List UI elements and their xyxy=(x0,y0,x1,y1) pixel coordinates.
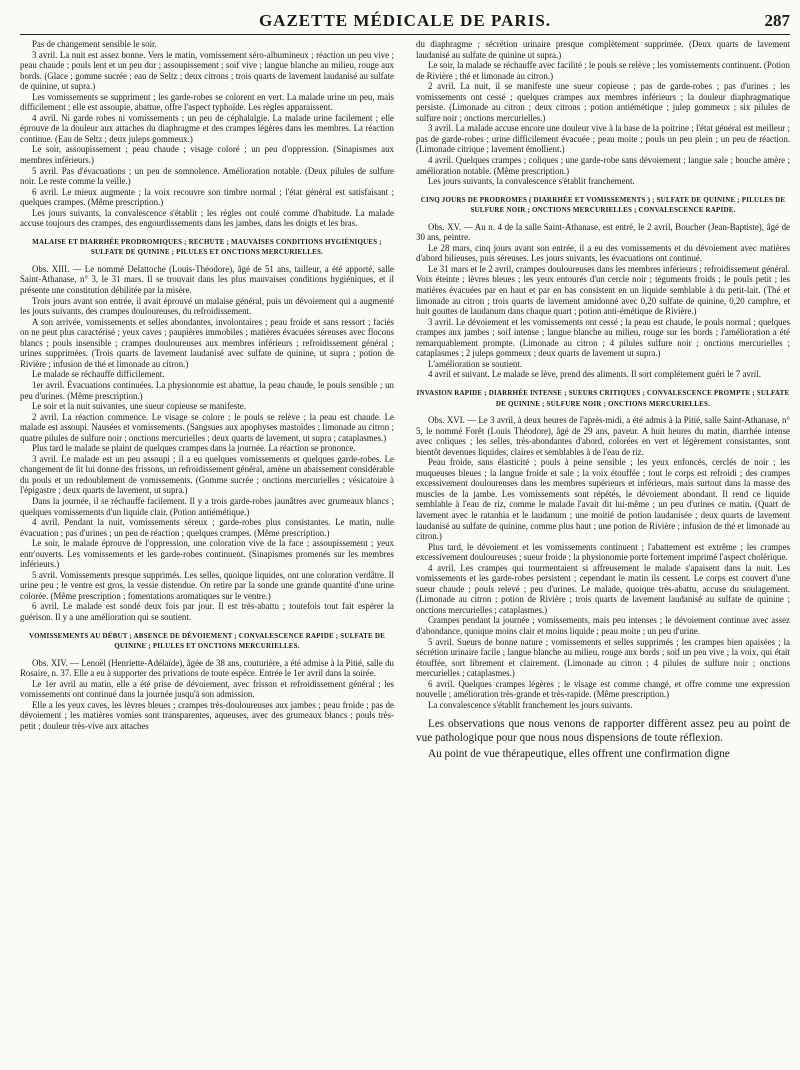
observation-paragraph: Obs. XV. — Au n. 4 de la salle Saint-Athanase, est entré, le 2 avril, Boucher (Jean-Baptiste), âgé de 30 ans, peintre. xyxy=(416,221,790,243)
section-title: INVASION RAPIDE ; DIARRHÉE INTENSE ; SUEURS CRITIQUES ; CONVALESCENCE PROMPTE ; SULFATE DE QUININE ; SULFURE NOIR ; ONCTIONS MERCURIELLES. xyxy=(416,388,790,408)
observation-paragraph: 4 avril. Ni garde robes ni vomissements ; un peu de céphalalgie. La malade urine facilement ; elle éprouve de la douleur aux attaches du diaphragme et des crampes légères dans les membres. La réaction continue. (Eau de Seltz ; deux juleps gommeux.) xyxy=(20,112,394,144)
observation-paragraph: 5 avril. Pas d'évacuations ; un peu de somnolence. Amélioration notable. (Deux pilules de sulfure noir. Le reste comme la veille.) xyxy=(20,165,394,187)
observation-paragraph: 1er avril. Évacuations continuées. La physionomie est abattue, la peau chaude, le pouls sensible ; un peu d'urines. (Même prescription.) xyxy=(20,379,394,401)
observation-paragraph: Pas de changement sensible le soir. xyxy=(32,39,157,49)
observation-paragraph: 3 avril. La malade accuse encore une douleur vive à la base de la poitrine ; l'état général est meilleur ; pas de garde-robes ; urine difficilement évacuée ; peau moite ; pouls un peu plein ; un peu de réaction. (Limonade citrique ; lavement émollient.) xyxy=(416,123,790,155)
observation-paragraph: du diaphragme ; sécrétion urinaire presque complètement supprimée. (Deux quarts de lavement laudanisé au sulfate de quinine ut supra.) xyxy=(416,39,790,60)
observation-paragraph: 2 avril. La nuit, il se manifeste une sueur copieuse ; pas de garde-robes ; pas d'urines ; les vomissements ont cessé ; quelques crampes aux membres inférieurs ; la douleur diaphragmatique persiste. (Limonade au citron ; deux citrons ; potion antiémétique ; julep gommeux ; six pilules de sulfure noir ; onctions mercurielles.) xyxy=(416,81,790,123)
observation-paragraph: Plus tard le malade se plaint de quelques crampes dans la journée. La réaction se prononce. xyxy=(32,443,356,454)
observation-paragraph: 4 avril. Les crampes qui tourmentaient si affreusement le malade s'apaisent dans la nuit. Les vomissements et les garde-robes persistent ; cependant le matin ils cessent. Le corps est couvert d'une sueur chaude ; pouls relevé ; peu d'urines. Le malade, quoique très-abattu, accuse du soulagement. (Limonade au citron ; potion de Rivière ; trois quarts de lavement laudanisé au sulfate de quinine ; onctions mercurielles ; cataplasmes.) xyxy=(416,562,790,615)
observation-paragraph: Obs. XIV. — Lenoël (Henriette-Adélaïde), âgée de 38 ans, couturière, a été admise à la Pitié, salle du Rosaire, n. 37. Elle a eu à supporter des privations de toute espèce. Entrée le 1er avril dans la soirée. xyxy=(20,657,394,679)
observation-paragraph: Le 1er avril au matin, elle a été prise de dévoiement, avec frisson et refroidissement général ; les vomissements ont continué dans la journée jusqu'à son admission. xyxy=(20,678,394,700)
observation-paragraph: Les jours suivants, la convalescence s'établit ; les règles ont coulé comme d'habitude. La malade accuse toujours des crampes, des engourdissements dans les jambes, dans les doigts et les bras. xyxy=(20,207,394,229)
observation-paragraph: 5 avril. Vomissements presque supprimés. Les selles, quoique liquides, ont une coloration verdâtre. Il urine peu ; le ventre est gros, la vessie distendue. On retire par la sonde une grande quantité d'une urine colorée. (Même prescription ; fomentations aromatiques sur le ventre.) xyxy=(20,569,394,601)
observation-paragraph: Le 28 mars, cinq jours avant son entrée, il a eu des vomissements et du dévoiement avec matières d'abord bilieuses, puis séreuses. Les jours suivants, les évacuations ont continué. xyxy=(416,242,790,264)
observation-paragraph: 4 avril. Quelques crampes ; coliques ; une garde-robe sans dévoiement ; langue sale ; bouche amère ; amélioration notable. (Même prescription.) xyxy=(416,155,790,176)
observation-paragraph: 3 avril. La nuit est assez bonne. Vers le matin, vomissement séro-albumineux ; réaction un peu vive ; peau chaude ; pouls lent et un peu dur ; assoupissement ; soif vive ; langue blanche au milieu, rouge aux bords. (Glace ; gomme sucrée ; eau de Seltz ; deux citrons ; trois quarts de lavement laudanisé au sulfate de quinine, ut supra.) xyxy=(20,49,394,92)
observation-paragraph: 5 avril. Sueurs de bonne nature ; vomissements et selles supprimés ; les crampes bien apaisées ; la sécrétion urinaire facile ; langue blanche au milieu, rouge aux bords ; soif un peu vive ; la voix, qui était étouffée, sort librement et clairement. (Limonade au citron ; 4 pilules de sulfure noir ; onctions mercurielles ; cataplasmes.) xyxy=(416,636,790,679)
observation-paragraph: 6 avril. Le malade est sondé deux fois par jour. Il est très-abattu ; toutefois tout fait espérer la guérison. Il y a une amélioration qui se soutient. xyxy=(20,601,394,622)
section-title: VOMISSEMENTS AU DÉBUT ; ABSENCE DE DÉVOIEMENT ; CONVALESCENCE RAPIDE ; SULFATE DE QUININE ; PILULES ET ONCTIONS MERCURIELLES. xyxy=(28,631,385,651)
observation-paragraph: Le soir, la malade se réchauffe avec facilité ; le pouls se relève ; les vomissements continuent. (Potion de Rivière ; thé et limonade au citron.) xyxy=(416,60,790,81)
observation-paragraph: 3 avril. Le dévoiement et les vomissements ont cessé ; la peau est chaude, le pouls normal ; quelques crampes aux jambes ; soif intense ; langue blanche au milieu, rouge sur les bords ; l'amélioration a été remarquablement prompte. (Limonade au citron ; 4 pilules sulfure noir ; onctions mercurielles ; cataplasmes ; 2 juleps gommeux ; deux quarts de lavement ut supra.) xyxy=(416,316,790,359)
section-title: CINQ JOURS DE PRODROMES ( DIARRHÉE ET VOMISSEMENTS ) ; SULFATE DE QUININE ; PILULES DE SULFURE NOIR ; ONCTIONS MERCURIELLES ; CONVALESCENCE RAPIDE. xyxy=(420,195,786,215)
right-column xyxy=(416,39,790,1057)
observation-paragraph: 4 avril. Pendant la nuit, vomissements séreux ; garde-robes plus consistantes. Le matin, nulle évacuation ; pas d'urines ; un peu de réaction ; quelques crampes. (Même prescription.) xyxy=(20,517,394,538)
observation-paragraph: Plus tard, le dévoiement et les vomissements continuent ; l'abattement est extrême ; les crampes excessivement douloureuses ; sueur froide ; la physionomie porte fortement imprimé l'aspect cholérique. xyxy=(416,541,790,563)
observation-paragraph: 6 avril. Le mieux augmente ; la voix recouvre son timbre normal ; l'état général est satisfaisant ; quelques crampes. (Même prescription.) xyxy=(20,186,394,208)
observation-paragraph: 4 avril et suivant. Le malade se lève, prend des aliments. Il sort complétement guéri le 7 avril. xyxy=(428,369,761,380)
observation-paragraph: Le soir, assoupissement ; peau chaude ; visage coloré ; un peu d'oppression. (Sinapismes aux membres inférieurs.) xyxy=(20,144,394,166)
observation-paragraph: Les jours suivants, la convalescence s'établit franchement. xyxy=(428,176,635,187)
observation-paragraph: Dans la journée, il se réchauffe facilement. Il y a trois garde-robes jaunâtres avec grumeaux blancs ; quelques vomissements d'un liquide clair. (Potion antiémétique.) xyxy=(20,495,394,517)
observation-paragraph: Les vomissements se suppriment ; les garde-robes se colorent en vert. La malade urine un peu, mais difficilement ; elle est assoupie, abattue, offre l'aspect typhoïde. Les règles apparaissent. xyxy=(20,91,394,113)
observation-paragraph: A son arrivée, vomissements et selles abondantes, involontaires ; peau froide et sans ressort ; faciès on ne peut plus caractérisé ; yeux caves ; paupières immobiles ; matières évacuées séreuses avec flocons blancs ; pouls insensible ; crampes douloureuses aux membres inférieurs ; refroidissement général ; urines supprimées. (Trois quarts de lavement laudanisé avec sulfate de quinine, ut supra ; potion de Rivière ; infusion de thé et limonade au citron.) xyxy=(20,316,394,369)
section-title: MALAISE ET DIARRHÉE PRODROMIQUES ; RECHUTE ; MAUVAISES CONDITIONS HYGIÉNIQUES ; SULFATE DE QUININE ; PILULES ET ONCTIONS MERCURIELLES. xyxy=(32,237,382,257)
observation-paragraph: Le 31 mars et le 2 avril, crampes douloureuses dans les membres inférieurs ; refroidissement général. Voix éteinte ; lèvres bleues ; les yeux entourés d'un cercle noir ; téguments froids ; le pouls petit ; les matières évacuées par en haut et par en bas consistent en un liquide semblable à du petit-lait. (Thé et limonade au citron ; trois quarts de lavement amidonné avec 0,20 sulfate de quinine, 0,20 camphre, et huit gouttes de laudanum dans chaque quart ; potion anti-émétique de Rivière.) xyxy=(416,263,790,317)
observation-paragraph: Trois jours avant son entrée, il avait éprouvé un malaise général, puis un dévoiement qui a augmenté les jours suivants, des crampes douloureuses, du refroidissement. xyxy=(20,295,394,317)
observation-paragraph: Obs. XIII. — Le nommé Delattoche (Louis-Théodore), âgé de 51 ans, tailleur, a été apporté, salle Saint-Athanase, n° 3, le 31 mars. Il se trouvait dans les plus mauvaises conditions hygiéniques, et il présente une constitution débilitée par la misère. xyxy=(20,263,394,296)
observation-paragraph: Elle a les yeux caves, les lèvres bleues ; crampes très-douloureuses aux jambes ; peau froide ; pas de dévoiement ; les matières vomies sont transparentes, aqueuses, avec des grumeaux blancs ; pouls très-petit ; douleur très-vive aux attaches xyxy=(20,699,394,731)
page-number: 287 xyxy=(764,11,790,30)
observation-paragraph: Peau froide, sans élasticité ; pouls à peine sensible ; les yeux enfoncés, cerclés de noir ; les muqueuses bleues ; la langue froide et sale ; la voix étouffée ; tout le corps est refroidi ; des crampes excessivement douloureuses dans les membres supérieurs et inférieurs, mais surtout dans la masse des muscles de la jambe. Les vomissements sont répétés, le dévoiement abondant. Il rend ce liquide semblable à l'eau de riz, comme le malade l'avait dit lui-même ; un peu d'urines ce matin. (Quart de lavement avec le ratanhia et le laudanum ; une moitié de potion laudanisée ; deux quarts de lavement laudanisé au sulfate de quinine, comme plus haut ; une potion de Rivière ; infusion de thé et limonade au citron.) xyxy=(416,457,790,542)
observation-paragraph: Crampes pendant la journée ; vomissements, mais peu intenses ; le dévoiement continue avec assez d'abondance, quoique moins clair et moins liquide ; peau moite ; un peu d'urine. xyxy=(416,615,790,636)
commentary-paragraph: Au point de vue thérapeutique, elles offrent une confirmation digne xyxy=(428,747,730,760)
text-columns xyxy=(20,39,790,1057)
journal-title: GAZETTE MÉDICALE DE PARIS. xyxy=(258,11,552,30)
observation-paragraph: Le soir, le malade éprouve de l'oppression, une coloration vive de la face ; assoupissement ; yeux entr'ouverts. Les vomissements et les garde-robes continuent. (Sinapismes promenés sur les membres inférieurs.) xyxy=(20,538,394,570)
observation-paragraph: La convalescence s'établit franchement les jours suivants. xyxy=(428,699,633,710)
commentary-paragraph: Les observations que nous venons de rapporter diffèrent assez peu au point de vue pathologique pour que nous nous dispensions de toute réflexion. xyxy=(416,718,790,744)
observation-paragraph: Le malade se réchauffe difficilement. xyxy=(32,369,165,380)
observation-paragraph: L'amélioration se soutient. xyxy=(428,358,523,369)
observation-paragraph: 3 avril. Le malade est un peu assoupi ; il a eu quelques vomissements et quelques garde-robes. Le changement de lit lui donne des frissons, un refroidissement général, amène un abaissement considérable du pouls et un redoublement de vomissements. (Gomme sucrée ; onctions mercurielles ; vésicatoire à l'épigastre ; deux quarts de lavement, ut supra.) xyxy=(20,453,394,496)
observation-paragraph: Le soir et la nuit suivantes, une sueur copieuse se manifeste. xyxy=(32,401,246,412)
observation-paragraph: 6 avril. Quelques crampes légères ; le visage est comme changé, et offre comme une expression nouvelle ; amélioration très-grande et très-rapide. (Même prescription.) xyxy=(416,678,790,700)
observation-paragraph: Obs. XVI. — Le 3 avril, à deux heures de l'après-midi, a été admis à la Pitié, salle Saint-Athanase, n° 5, le nommé Forêt (Louis Théodore), âgé de 29 ans, paveur. A huit heures du matin, diarrhée intense avec coliques ; les selles, très-abondantes d'abord, colorées en vert et légèrement consistantes, sont bientôt devenues liquides, claires et semblables à de l'eau de riz. xyxy=(416,415,790,457)
observation-paragraph: 2 avril. La réaction commence. Le visage se colore ; le pouls se relève ; la peau est chaude. Le malade est assoupi. Nausées et vomissements. (Sangsues aux apophyses mastoïdes ; limonade au citron ; quatre pilules de sulfure noir ; onctions mercurielles ; deux quarts de lavement, ut supra ; cataplasmes.) xyxy=(20,411,394,443)
page-header xyxy=(20,0,790,35)
left-column xyxy=(20,39,394,1057)
